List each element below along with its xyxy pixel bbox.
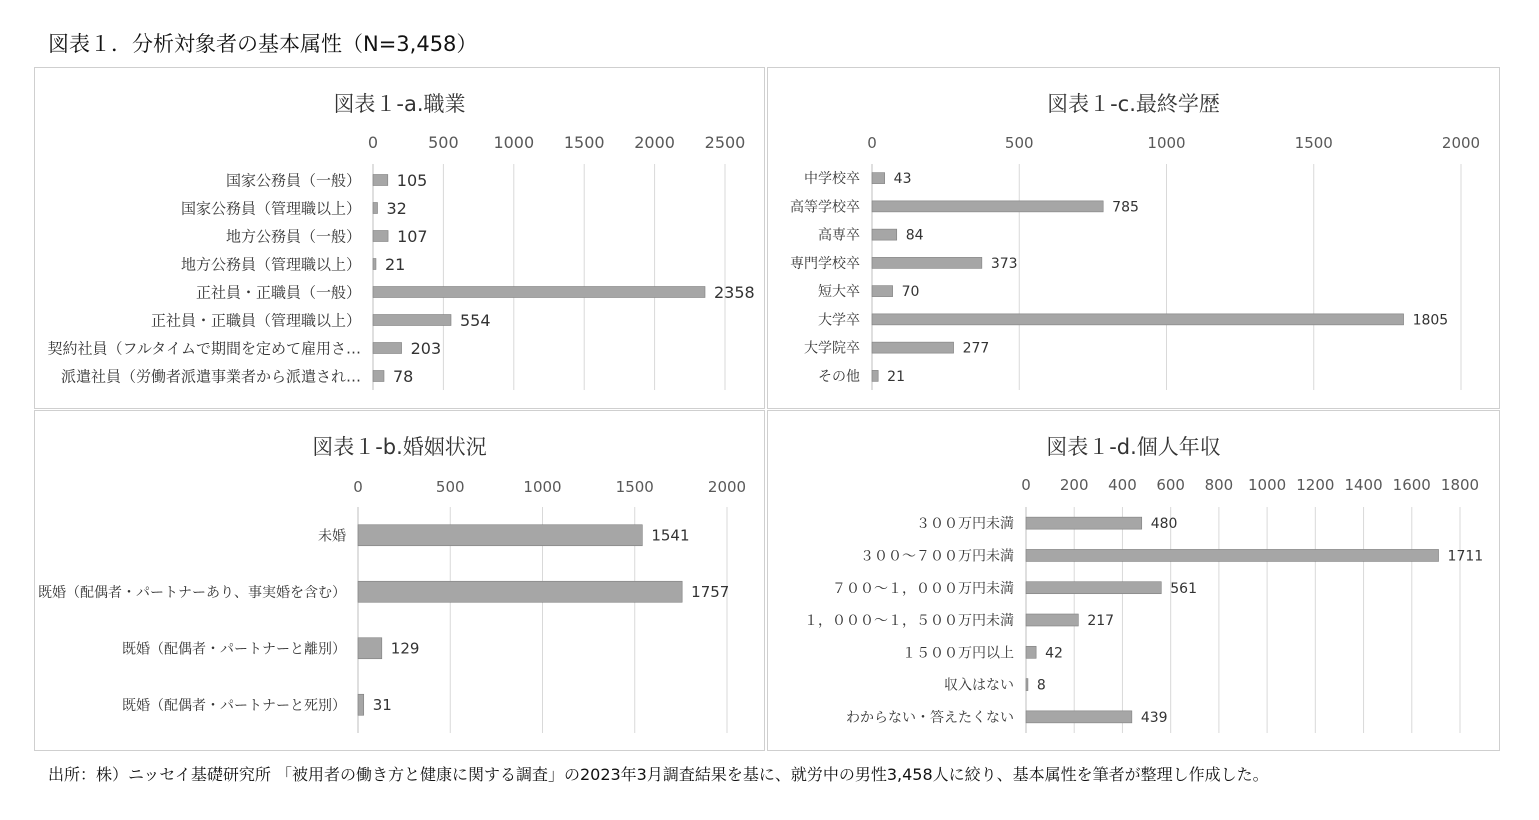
x-tick-label: 1500: [563, 133, 605, 152]
category-label: 未婚: [318, 528, 346, 545]
x-tick-label: 2000: [634, 133, 675, 152]
x-tick-label: 500: [1004, 134, 1034, 152]
category-label: わからない・答えたくない: [846, 709, 1014, 726]
x-tick-label: 1000: [1248, 476, 1287, 494]
bar: [373, 315, 451, 326]
x-tick-label: 1000: [1147, 134, 1186, 152]
bar: [358, 638, 382, 659]
bar: [872, 370, 878, 381]
data-label: 785: [1112, 199, 1139, 216]
data-label: 1541: [651, 526, 690, 545]
bar: [872, 257, 982, 268]
data-label: 439: [1140, 709, 1168, 726]
x-tick-label: 0: [353, 478, 363, 496]
data-label: 21: [384, 254, 406, 274]
chart-education: [768, 68, 1501, 410]
category-label: 契約社員（フルタイムで期間を定めて雇用さ…: [47, 339, 361, 358]
x-tick-label: 1400: [1344, 476, 1383, 494]
category-label: 国家公務員（一般）: [225, 171, 361, 190]
bar: [872, 314, 1404, 325]
x-tick-label: 1800: [1440, 476, 1480, 494]
chart-income: [768, 411, 1501, 752]
category-label: １５００万円以上: [902, 645, 1014, 662]
x-tick-label: 500: [435, 478, 465, 496]
data-label: 373: [990, 255, 1018, 272]
data-label: 1805: [1412, 312, 1449, 329]
chart-panel-education: [767, 67, 1500, 409]
category-label: 既婚（配偶者・パートナーと離別）: [122, 641, 346, 658]
x-tick-label: 400: [1108, 476, 1137, 494]
x-tick-label: 600: [1156, 476, 1185, 494]
chart-title-income: 図表１-d.個人年収: [1046, 435, 1221, 459]
data-label: 217: [1087, 613, 1115, 630]
bar: [373, 203, 378, 214]
page-title: 図表１．分析対象者の基本属性（N=3,458）: [48, 32, 478, 56]
data-label: 480: [1150, 516, 1178, 533]
chart-panel-marital-status: [34, 410, 765, 751]
category-label: 短大卒: [818, 284, 860, 301]
bar: [373, 371, 384, 382]
category-label: その他: [818, 368, 860, 385]
x-tick-label: 1500: [615, 478, 654, 496]
bar: [872, 201, 1103, 212]
x-tick-label: 2000: [707, 478, 747, 496]
bar: [373, 343, 402, 354]
data-label: 42: [1045, 645, 1063, 662]
x-tick-label: 1600: [1392, 476, 1431, 494]
bar: [373, 287, 705, 298]
data-label: 105: [396, 170, 428, 190]
category-label: 収入はない: [944, 677, 1014, 694]
bar: [872, 286, 893, 297]
chart-panel-occupation: [34, 67, 765, 409]
bar: [872, 229, 897, 240]
data-label: 21: [887, 368, 906, 385]
bar: [373, 175, 388, 186]
bar: [1026, 711, 1132, 723]
x-tick-label: 2000: [1441, 134, 1481, 152]
category-label: 高専卒: [818, 227, 860, 244]
data-label: 84: [905, 227, 924, 244]
bar: [1026, 582, 1161, 594]
category-label: 地方公務員（管理職以上）: [180, 255, 361, 274]
bar: [358, 525, 642, 546]
category-label: 大学卒: [818, 312, 860, 329]
category-label: 既婚（配偶者・パートナーあり、事実婚を含む）: [38, 584, 346, 601]
data-label: 1711: [1447, 548, 1484, 565]
category-label: ７００～１，０００万円未満: [832, 580, 1014, 597]
data-label: 31: [372, 696, 392, 715]
bar: [373, 259, 376, 270]
x-tick-label: 1000: [493, 133, 535, 152]
category-label: 国家公務員（管理職以上）: [180, 199, 361, 218]
category-label: 専門学校卒: [790, 255, 860, 272]
data-label: 129: [390, 639, 420, 658]
data-label: 70: [901, 284, 920, 301]
category-label: ３００万円未満: [916, 516, 1014, 533]
category-label: 派遣社員（労働者派遣事業者から派遣され…: [60, 367, 361, 386]
bar: [373, 231, 388, 242]
x-tick-label: 1000: [523, 478, 562, 496]
data-label: 561: [1170, 580, 1197, 597]
x-tick-label: 800: [1204, 476, 1234, 494]
chart-title-marital-status: 図表１-b.婚姻状況: [312, 435, 487, 459]
category-label: ３００～７００万円未満: [860, 548, 1014, 565]
x-tick-label: 2500: [704, 133, 746, 152]
bar: [872, 173, 885, 184]
chart-occupation: [35, 68, 766, 410]
bar: [358, 694, 364, 715]
bar: [872, 342, 954, 353]
data-label: 78: [392, 366, 414, 386]
data-label: 1757: [691, 583, 730, 602]
data-label: 43: [893, 171, 912, 188]
chart-marital-status: [35, 411, 766, 752]
x-tick-label: 200: [1059, 476, 1089, 494]
data-label: 203: [410, 338, 442, 358]
bar: [358, 581, 682, 602]
x-tick-label: 500: [428, 133, 459, 152]
data-label: 277: [962, 340, 990, 357]
data-label: 32: [386, 198, 407, 218]
bar: [1026, 646, 1036, 658]
x-tick-label: 1200: [1296, 476, 1335, 494]
bar: [1026, 614, 1078, 626]
bar: [1026, 517, 1142, 529]
category-label: １，０００～１，５００万円未満: [804, 613, 1014, 630]
x-tick-label: 0: [367, 133, 379, 152]
data-label: 554: [460, 310, 491, 330]
category-label: 中学校卒: [804, 171, 860, 188]
source-note: 出所：株）ニッセイ基礎研究所 「被用者の働き方と健康に関する調査」の2023年3月調査結果を基に、就労中の男性3,458人に絞り、基本属性を筆者が整理し作成した。: [48, 765, 1269, 784]
x-tick-label: 1500: [1294, 134, 1333, 152]
bar: [1026, 679, 1028, 691]
data-label: 107: [397, 226, 428, 246]
x-tick-label: 0: [1021, 476, 1031, 494]
chart-panel-income: [767, 410, 1500, 751]
category-label: 既婚（配偶者・パートナーと死別）: [122, 697, 346, 714]
category-label: 大学院卒: [804, 340, 860, 357]
bar: [1026, 549, 1439, 561]
category-label: 正社員・正職員（管理職以上）: [150, 311, 361, 330]
chart-title-education: 図表１-c.最終学歴: [1047, 92, 1220, 116]
data-label: 8: [1036, 677, 1046, 694]
data-label: 2358: [714, 282, 755, 302]
chart-title-occupation: 図表１-a.職業: [333, 92, 466, 116]
category-label: 正社員・正職員（一般）: [195, 283, 361, 302]
category-label: 高等学校卒: [790, 199, 860, 216]
x-tick-label: 0: [867, 134, 877, 152]
category-label: 地方公務員（一般）: [225, 227, 361, 246]
